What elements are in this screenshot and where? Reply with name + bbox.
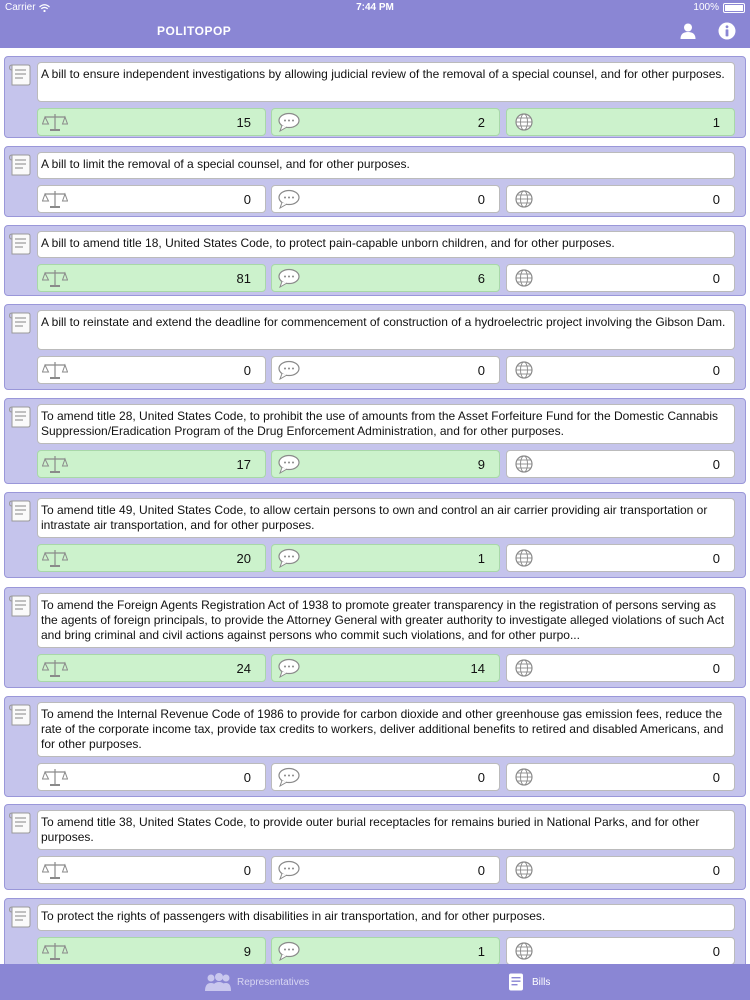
votes-stat[interactable] xyxy=(37,450,266,478)
bill-document-icon xyxy=(9,311,33,335)
tab-representatives[interactable] xyxy=(205,964,309,1000)
scale-icon xyxy=(42,941,68,961)
globe-icon xyxy=(511,860,537,880)
votes-stat-count: 20 xyxy=(236,551,251,566)
info-icon[interactable] xyxy=(718,22,736,40)
votes-stat[interactable] xyxy=(37,544,266,572)
shares-stat[interactable] xyxy=(506,937,735,964)
votes-stat[interactable] xyxy=(37,356,266,384)
globe-icon xyxy=(511,454,537,474)
shares-stat-count: 0 xyxy=(712,770,720,785)
comment-icon xyxy=(276,268,302,288)
shares-stat-count: 0 xyxy=(712,271,720,286)
votes-stat-count: 9 xyxy=(243,944,251,959)
tab-bar xyxy=(0,964,750,1000)
votes-stat[interactable] xyxy=(37,108,266,136)
scale-icon xyxy=(42,268,68,288)
comments-stat[interactable] xyxy=(271,185,500,213)
comments-stat[interactable] xyxy=(271,654,500,682)
globe-icon xyxy=(511,548,537,568)
comments-stat-count: 6 xyxy=(477,271,485,286)
profile-icon[interactable] xyxy=(679,22,697,40)
scale-icon xyxy=(42,360,68,380)
bill-document-icon xyxy=(9,499,33,523)
bill-card[interactable] xyxy=(4,146,746,217)
bill-card[interactable] xyxy=(4,804,746,890)
votes-stat-count: 0 xyxy=(243,770,251,785)
comments-stat-count: 14 xyxy=(470,661,485,676)
votes-stat[interactable] xyxy=(37,856,266,884)
bill-card[interactable] xyxy=(4,898,746,964)
battery-label: 100% xyxy=(693,2,719,13)
bill-list[interactable] xyxy=(0,48,750,964)
comments-stat-count: 2 xyxy=(477,115,485,130)
shares-stat-count: 0 xyxy=(712,363,720,378)
bill-document-icon xyxy=(9,811,33,835)
shares-stat-count: 0 xyxy=(712,457,720,472)
bill-title: A bill to amend title 18, United States Code, to protect pain-capable unborn children, and for other purposes. xyxy=(37,231,735,258)
shares-stat-count: 0 xyxy=(712,192,720,207)
votes-stat-count: 81 xyxy=(236,271,251,286)
shares-stat-count: 0 xyxy=(712,944,720,959)
scale-icon xyxy=(42,548,68,568)
votes-stat-count: 15 xyxy=(236,115,251,130)
bill-document-icon xyxy=(9,594,33,618)
comments-stat-count: 9 xyxy=(477,457,485,472)
comments-stat[interactable] xyxy=(271,450,500,478)
tab-bills-label: Bills xyxy=(532,976,551,988)
bill-card[interactable] xyxy=(4,225,746,296)
comment-icon xyxy=(276,767,302,787)
bill-card[interactable] xyxy=(4,492,746,578)
scale-icon xyxy=(42,454,68,474)
bill-document-icon xyxy=(9,405,33,429)
bill-document-icon xyxy=(9,232,33,256)
globe-icon xyxy=(511,189,537,209)
comments-stat[interactable] xyxy=(271,763,500,791)
bill-document-icon xyxy=(9,63,33,87)
bill-title: To protect the rights of passengers with disabilities in air transportation, and for other purposes. xyxy=(37,904,735,931)
app-title: POLITOPOP xyxy=(157,24,232,38)
navigation-bar xyxy=(0,15,750,48)
bills-icon xyxy=(508,973,526,991)
bill-title: To amend title 38, United States Code, to provide outer burial receptacles for remains buried in National Parks, and for other purposes. xyxy=(37,810,735,850)
votes-stat-count: 0 xyxy=(243,863,251,878)
battery-indicator xyxy=(693,2,745,13)
bill-title: A bill to ensure independent investigations by allowing judicial review of the removal of a special counsel, and for other purposes. xyxy=(37,62,735,102)
comment-icon xyxy=(276,454,302,474)
bill-title: To amend title 28, United States Code, to prohibit the use of amounts from the Asset Forfeiture Fund for the Domestic Cannabis Suppression/Eradication Program of the Drug Enforcement Administration, and for other purposes. xyxy=(37,404,735,444)
votes-stat[interactable] xyxy=(37,763,266,791)
votes-stat[interactable] xyxy=(37,185,266,213)
representatives-icon xyxy=(205,973,231,991)
bill-card[interactable] xyxy=(4,304,746,390)
status-bar xyxy=(0,0,750,15)
shares-stat[interactable] xyxy=(506,185,735,213)
carrier-label: Carrier xyxy=(5,2,36,13)
scale-icon xyxy=(42,189,68,209)
comment-icon xyxy=(276,860,302,880)
shares-stat[interactable] xyxy=(506,654,735,682)
scale-icon xyxy=(42,658,68,678)
comments-stat[interactable] xyxy=(271,108,500,136)
comment-icon xyxy=(276,941,302,961)
bill-document-icon xyxy=(9,905,33,929)
shares-stat[interactable] xyxy=(506,264,735,292)
comments-stat[interactable] xyxy=(271,356,500,384)
bill-document-icon xyxy=(9,703,33,727)
scale-icon xyxy=(42,860,68,880)
shares-stat-count: 0 xyxy=(712,661,720,676)
globe-icon xyxy=(511,941,537,961)
comments-stat-count: 1 xyxy=(477,944,485,959)
comments-stat-count: 0 xyxy=(477,192,485,207)
globe-icon xyxy=(511,112,537,132)
shares-stat-count: 0 xyxy=(712,551,720,566)
shares-stat[interactable] xyxy=(506,356,735,384)
comments-stat[interactable] xyxy=(271,937,500,964)
shares-stat[interactable] xyxy=(506,450,735,478)
bill-card[interactable] xyxy=(4,56,746,138)
bill-title: To amend the Internal Revenue Code of 1986 to provide for carbon dioxide and other greenhouse gas emission fees, reduce the rate of the corporate income tax, provide tax credits to workers, deliver additional benefits to retired and disabled Americans, and for other purposes. xyxy=(37,702,735,757)
comments-stat-count: 0 xyxy=(477,770,485,785)
votes-stat-count: 17 xyxy=(236,457,251,472)
comments-stat-count: 0 xyxy=(477,863,485,878)
bill-card[interactable] xyxy=(4,398,746,484)
bill-title: To amend title 49, United States Code, to allow certain persons to own and control an air carrier providing air transportation or intrastate air transportation, and for other purposes. xyxy=(37,498,735,538)
bill-card[interactable] xyxy=(4,696,746,797)
bill-title: A bill to limit the removal of a special counsel, and for other purposes. xyxy=(37,152,735,179)
bill-document-icon xyxy=(9,153,33,177)
shares-stat[interactable] xyxy=(506,856,735,884)
shares-stat[interactable] xyxy=(506,108,735,136)
scale-icon xyxy=(42,112,68,132)
votes-stat[interactable] xyxy=(37,937,266,964)
globe-icon xyxy=(511,767,537,787)
comments-stat-count: 0 xyxy=(477,363,485,378)
shares-stat[interactable] xyxy=(506,763,735,791)
globe-icon xyxy=(511,268,537,288)
votes-stat[interactable] xyxy=(37,264,266,292)
tab-bills[interactable] xyxy=(508,964,550,1000)
comments-stat[interactable] xyxy=(271,856,500,884)
shares-stat[interactable] xyxy=(506,544,735,572)
globe-icon xyxy=(511,658,537,678)
bill-title: To amend the Foreign Agents Registration Act of 1938 to promote greater transparency in the registration of persons serving as the agents of foreign principals, to provide the Attorney General with greater authority to investigate alleged violations of such Act and bring criminal and civil actions against persons who commit such violations, and for other purpo... xyxy=(37,593,735,648)
shares-stat-count: 0 xyxy=(712,863,720,878)
comments-stat[interactable] xyxy=(271,544,500,572)
bill-card[interactable] xyxy=(4,587,746,688)
votes-stat-count: 0 xyxy=(243,363,251,378)
battery-icon xyxy=(723,3,745,13)
scale-icon xyxy=(42,767,68,787)
votes-stat-count: 0 xyxy=(243,192,251,207)
votes-stat-count: 24 xyxy=(236,661,251,676)
comment-icon xyxy=(276,658,302,678)
comment-icon xyxy=(276,548,302,568)
comments-stat[interactable] xyxy=(271,264,500,292)
shares-stat-count: 1 xyxy=(712,115,720,130)
globe-icon xyxy=(511,360,537,380)
bill-title: A bill to reinstate and extend the deadline for commencement of construction of a hydroelectric project involving the Gibson Dam. xyxy=(37,310,735,350)
comment-icon xyxy=(276,189,302,209)
clock: 7:44 PM xyxy=(356,2,394,13)
comment-icon xyxy=(276,360,302,380)
comments-stat-count: 1 xyxy=(477,551,485,566)
votes-stat[interactable] xyxy=(37,654,266,682)
tab-representatives-label: Representatives xyxy=(237,976,310,988)
comment-icon xyxy=(276,112,302,132)
